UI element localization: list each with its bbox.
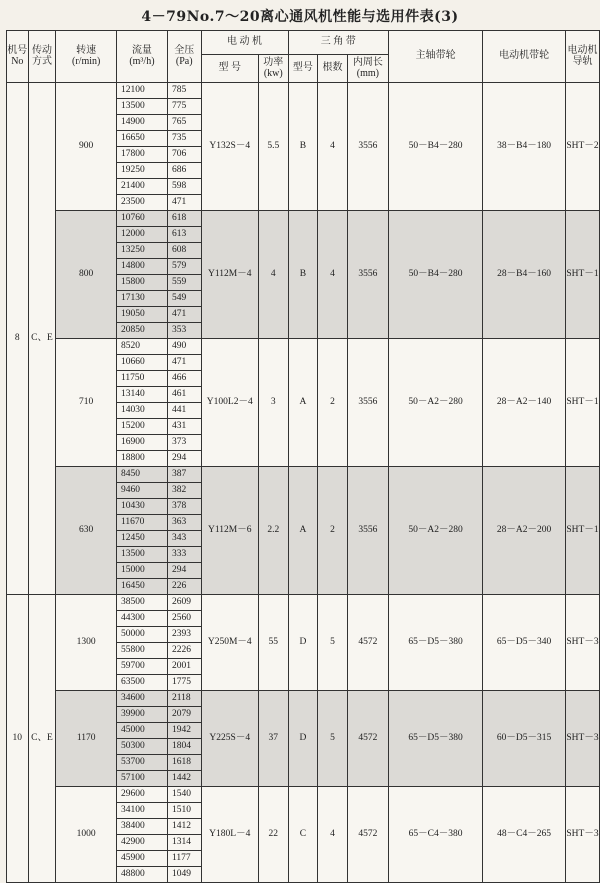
col-belt-length: 内周长 (mm) — [347, 55, 388, 83]
pressure-cell: 373 — [167, 435, 201, 451]
flow-cell: 34600 — [116, 691, 167, 707]
shaft-pulley-cell: 50－A2－280 — [388, 467, 482, 595]
flow-cell: 53700 — [116, 755, 167, 771]
pressure-cell: 471 — [167, 355, 201, 371]
col-belt-type: 型号 — [288, 55, 318, 83]
speed-cell: 1170 — [56, 691, 117, 787]
drive-cell: C、E — [28, 83, 56, 595]
pressure-cell: 471 — [167, 195, 201, 211]
pressure-cell: 1942 — [167, 723, 201, 739]
flow-cell: 59700 — [116, 659, 167, 675]
belt-length-cell: 3556 — [347, 211, 388, 339]
belt-length-cell: 4572 — [347, 691, 388, 787]
col-pressure: 全压 (Pa) — [167, 31, 201, 83]
flow-cell: 13250 — [116, 243, 167, 259]
shaft-pulley-cell: 50－B4－280 — [388, 211, 482, 339]
col-rail: 电动机 导轨 — [565, 31, 599, 83]
flow-cell: 45000 — [116, 723, 167, 739]
pressure-cell: 706 — [167, 147, 201, 163]
belt-type-cell: B — [288, 83, 318, 211]
rail-cell: SHT－3 — [565, 787, 599, 883]
col-belt-count: 根数 — [318, 55, 348, 83]
motor-type-cell: Y112M－4 — [201, 211, 259, 339]
col-belt-group: 三 角 带 — [288, 31, 388, 55]
flow-cell: 42900 — [116, 835, 167, 851]
belt-count-cell: 4 — [318, 787, 348, 883]
flow-cell: 34100 — [116, 803, 167, 819]
motor-power-cell: 37 — [259, 691, 289, 787]
flow-cell: 12000 — [116, 227, 167, 243]
motor-pulley-cell: 48－C4－265 — [483, 787, 566, 883]
pressure-cell: 441 — [167, 403, 201, 419]
belt-length-cell: 4572 — [347, 787, 388, 883]
belt-length-cell: 3556 — [347, 467, 388, 595]
motor-pulley-cell: 28－A2－140 — [483, 339, 566, 467]
flow-cell: 19250 — [116, 163, 167, 179]
flow-cell: 38400 — [116, 819, 167, 835]
col-flow: 流量 (m³/h) — [116, 31, 167, 83]
motor-power-cell: 22 — [259, 787, 289, 883]
belt-type-cell: D — [288, 595, 318, 691]
pressure-cell: 785 — [167, 83, 201, 99]
motor-power-cell: 3 — [259, 339, 289, 467]
rail-cell: SHT－1 — [565, 339, 599, 467]
page-title: 4－79No.7～20离心通风机性能与选用件表(3) — [141, 9, 459, 25]
flow-cell: 48800 — [116, 867, 167, 883]
pressure-cell: 1049 — [167, 867, 201, 883]
flow-cell: 14800 — [116, 259, 167, 275]
pressure-cell: 471 — [167, 307, 201, 323]
flow-cell: 17130 — [116, 291, 167, 307]
rail-cell: SHT－2 — [565, 83, 599, 211]
belt-type-cell: A — [288, 467, 318, 595]
col-motor-pulley: 电动机带轮 — [483, 31, 566, 83]
belt-type-cell: A — [288, 339, 318, 467]
table-row — [7, 211, 600, 227]
flow-cell: 16900 — [116, 435, 167, 451]
flow-cell: 10430 — [116, 499, 167, 515]
motor-pulley-cell: 60－D5－315 — [483, 691, 566, 787]
flow-cell: 16450 — [116, 579, 167, 595]
flow-cell: 50000 — [116, 627, 167, 643]
speed-cell: 710 — [56, 339, 117, 467]
pressure-cell: 226 — [167, 579, 201, 595]
shaft-pulley-cell: 50－B4－280 — [388, 83, 482, 211]
col-motor-type: 型 号 — [201, 55, 259, 83]
rail-cell: SHT－3 — [565, 595, 599, 691]
pressure-cell: 618 — [167, 211, 201, 227]
belt-length-cell: 4572 — [347, 595, 388, 691]
flow-cell: 14030 — [116, 403, 167, 419]
pressure-cell: 549 — [167, 291, 201, 307]
pressure-cell: 378 — [167, 499, 201, 515]
speed-cell: 1000 — [56, 787, 117, 883]
motor-pulley-cell: 65－D5－340 — [483, 595, 566, 691]
pressure-cell: 363 — [167, 515, 201, 531]
machine-no-cell: 10 — [7, 595, 29, 883]
col-motor-power: 功率 (kw) — [259, 55, 289, 83]
pressure-cell: 613 — [167, 227, 201, 243]
belt-type-cell: C — [288, 787, 318, 883]
flow-cell: 13500 — [116, 99, 167, 115]
flow-cell: 12450 — [116, 531, 167, 547]
pressure-cell: 2001 — [167, 659, 201, 675]
table-row — [7, 787, 600, 803]
belt-count-cell: 4 — [318, 83, 348, 211]
pressure-cell: 2226 — [167, 643, 201, 659]
pressure-cell: 382 — [167, 483, 201, 499]
col-motor-group: 电 动 机 — [201, 31, 288, 55]
flow-cell: 19050 — [116, 307, 167, 323]
flow-cell: 17800 — [116, 147, 167, 163]
pressure-cell: 1314 — [167, 835, 201, 851]
flow-cell: 23500 — [116, 195, 167, 211]
table-row — [7, 83, 600, 99]
flow-cell: 11670 — [116, 515, 167, 531]
pressure-cell: 579 — [167, 259, 201, 275]
pressure-cell: 1540 — [167, 787, 201, 803]
table-row — [7, 467, 600, 483]
flow-cell: 9460 — [116, 483, 167, 499]
pressure-cell: 686 — [167, 163, 201, 179]
flow-cell: 55800 — [116, 643, 167, 659]
flow-cell: 38500 — [116, 595, 167, 611]
flow-cell: 12100 — [116, 83, 167, 99]
flow-cell: 50300 — [116, 739, 167, 755]
rail-cell: SHT－1 — [565, 211, 599, 339]
belt-count-cell: 5 — [318, 595, 348, 691]
belt-length-cell: 3556 — [347, 339, 388, 467]
pressure-cell: 1618 — [167, 755, 201, 771]
motor-type-cell: Y180L－4 — [201, 787, 259, 883]
flow-cell: 11750 — [116, 371, 167, 387]
shaft-pulley-cell: 65－C4－380 — [388, 787, 482, 883]
pressure-cell: 2560 — [167, 611, 201, 627]
flow-cell: 13140 — [116, 387, 167, 403]
table-row — [7, 691, 600, 707]
belt-count-cell: 4 — [318, 211, 348, 339]
speed-cell: 800 — [56, 211, 117, 339]
flow-cell: 18800 — [116, 451, 167, 467]
pressure-cell: 294 — [167, 451, 201, 467]
motor-pulley-cell: 38－B4－180 — [483, 83, 566, 211]
flow-cell: 39900 — [116, 707, 167, 723]
drive-cell: C、E — [28, 595, 56, 883]
col-shaft-pulley: 主轴带轮 — [388, 31, 482, 83]
col-model-no: 机号 No — [7, 31, 29, 83]
pressure-cell: 1442 — [167, 771, 201, 787]
belt-length-cell: 3556 — [347, 83, 388, 211]
pressure-cell: 1510 — [167, 803, 201, 819]
pressure-cell: 343 — [167, 531, 201, 547]
flow-cell: 57100 — [116, 771, 167, 787]
table-row — [7, 595, 600, 611]
pressure-cell: 387 — [167, 467, 201, 483]
flow-cell: 15000 — [116, 563, 167, 579]
pressure-cell: 2393 — [167, 627, 201, 643]
pressure-cell: 466 — [167, 371, 201, 387]
pressure-cell: 765 — [167, 115, 201, 131]
motor-power-cell: 55 — [259, 595, 289, 691]
table-body — [7, 83, 600, 883]
belt-type-cell: B — [288, 211, 318, 339]
pressure-cell: 608 — [167, 243, 201, 259]
speed-cell: 1300 — [56, 595, 117, 691]
flow-cell: 21400 — [116, 179, 167, 195]
belt-type-cell: D — [288, 691, 318, 787]
belt-count-cell: 5 — [318, 691, 348, 787]
pressure-cell: 775 — [167, 99, 201, 115]
pressure-cell: 461 — [167, 387, 201, 403]
motor-pulley-cell: 28－A2－200 — [483, 467, 566, 595]
pressure-cell: 559 — [167, 275, 201, 291]
pressure-cell: 490 — [167, 339, 201, 355]
pressure-cell: 431 — [167, 419, 201, 435]
pressure-cell: 294 — [167, 563, 201, 579]
pressure-cell: 333 — [167, 547, 201, 563]
pressure-cell: 353 — [167, 323, 201, 339]
motor-power-cell: 4 — [259, 211, 289, 339]
pressure-cell: 2079 — [167, 707, 201, 723]
pressure-cell: 1775 — [167, 675, 201, 691]
motor-type-cell: Y100L2－4 — [201, 339, 259, 467]
table-header — [7, 31, 600, 83]
col-speed: 转速 (r/min) — [56, 31, 117, 83]
motor-type-cell: Y132S－4 — [201, 83, 259, 211]
pressure-cell: 735 — [167, 131, 201, 147]
motor-type-cell: Y112M－6 — [201, 467, 259, 595]
flow-cell: 44300 — [116, 611, 167, 627]
fan-performance-table — [6, 30, 600, 883]
flow-cell: 10760 — [116, 211, 167, 227]
flow-cell: 45900 — [116, 851, 167, 867]
flow-cell: 8520 — [116, 339, 167, 355]
flow-cell: 10660 — [116, 355, 167, 371]
shaft-pulley-cell: 65－D5－380 — [388, 595, 482, 691]
shaft-pulley-cell: 65－D5－380 — [388, 691, 482, 787]
flow-cell: 13500 — [116, 547, 167, 563]
flow-cell: 16650 — [116, 131, 167, 147]
belt-count-cell: 2 — [318, 339, 348, 467]
flow-cell: 15800 — [116, 275, 167, 291]
rail-cell: SHT－3 — [565, 691, 599, 787]
pressure-cell: 1804 — [167, 739, 201, 755]
pressure-cell: 1177 — [167, 851, 201, 867]
rail-cell: SHT－1 — [565, 467, 599, 595]
pressure-cell: 598 — [167, 179, 201, 195]
pressure-cell: 2118 — [167, 691, 201, 707]
pressure-cell: 1412 — [167, 819, 201, 835]
flow-cell: 8450 — [116, 467, 167, 483]
pressure-cell: 2609 — [167, 595, 201, 611]
flow-cell: 29600 — [116, 787, 167, 803]
flow-cell: 63500 — [116, 675, 167, 691]
table-row — [7, 339, 600, 355]
machine-no-cell: 8 — [7, 83, 29, 595]
motor-power-cell: 2.2 — [259, 467, 289, 595]
belt-count-cell: 2 — [318, 467, 348, 595]
speed-cell: 900 — [56, 83, 117, 211]
motor-type-cell: Y225S－4 — [201, 691, 259, 787]
motor-pulley-cell: 28－B4－160 — [483, 211, 566, 339]
shaft-pulley-cell: 50－A2－280 — [388, 339, 482, 467]
motor-type-cell: Y250M－4 — [201, 595, 259, 691]
motor-power-cell: 5.5 — [259, 83, 289, 211]
flow-cell: 15200 — [116, 419, 167, 435]
speed-cell: 630 — [56, 467, 117, 595]
flow-cell: 14900 — [116, 115, 167, 131]
flow-cell: 20850 — [116, 323, 167, 339]
col-drive: 传动 方式 — [28, 31, 56, 83]
